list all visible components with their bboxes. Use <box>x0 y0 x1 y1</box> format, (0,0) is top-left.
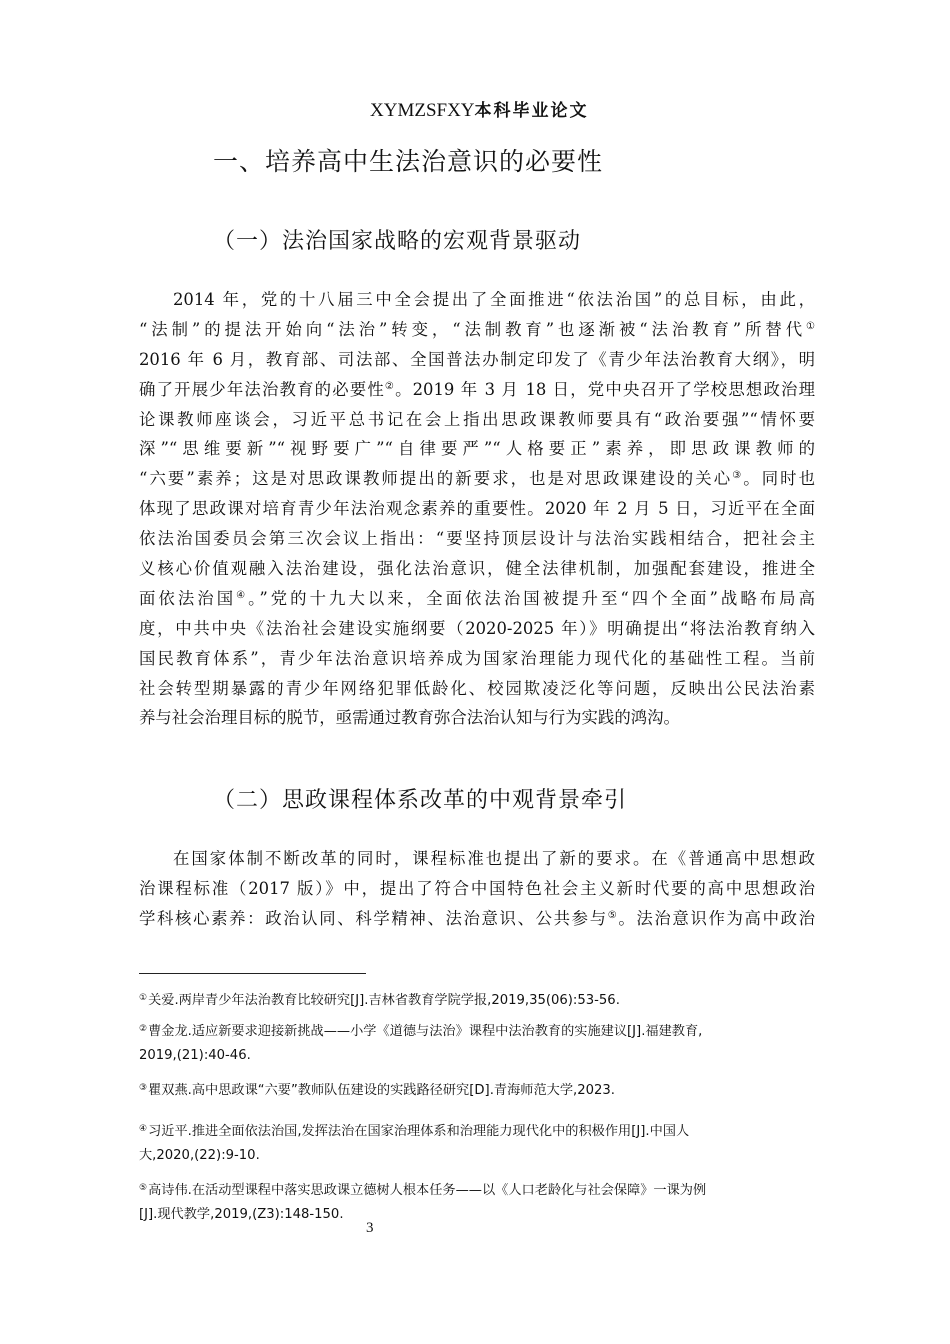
paragraph-line: 2014 年，党的十八届三中全会提出了全面推进“依法治国”的总目标，由此， <box>173 290 815 309</box>
footnote-mark: ⑤ <box>139 1183 148 1193</box>
footnote-ref-2[interactable]: ② <box>384 380 396 392</box>
paragraph-line: 确了开展少年法治教育的必要性②。2019 年 3 月 18 日，党中央召开了学校思想政治理 <box>139 379 815 399</box>
footnote-mark: ① <box>139 993 148 1003</box>
header-latin: XYMZSFXY <box>370 100 475 121</box>
footnote-2: ②曹金龙.适应新要求迎接新挑战——小学《道德与法治》课程中法治教育的实施建议[J].福建教育, 2019,(21):40-46. <box>139 1024 703 1063</box>
paragraph-line: “法制”的提法开始向“法治”转变，“法制教育”也逐渐被“法治教育”所替代① <box>139 319 815 339</box>
paragraph-line: 论课教师座谈会，习近平总书记在会上指出思政课教师要具有“政治要强”“情怀要 <box>139 409 815 429</box>
section-title: 一、培养高中生法治意识的必要性 <box>213 147 604 176</box>
paragraph-line: 学科核心素养：政治认同、科学精神、法治意识、公共参与⑤。法治意识作为高中政治 <box>139 908 815 928</box>
subsection-title-1: （一）法治国家战略的宏观背景驱动 <box>213 229 582 254</box>
paragraph-line: 养与社会治理目标的脱节，亟需通过教育弥合法治认知与行为实践的鸿沟。 <box>139 708 680 728</box>
header-chinese: 本科毕业论文 <box>474 101 589 121</box>
footnote-ref-3[interactable]: ③ <box>732 470 744 482</box>
footnote-3: ③瞿双燕.高中思政课“六要”教师队伍建设的实践路径研究[D].青海师范大学,2023. <box>139 1083 615 1098</box>
paragraph-line: 体现了思政课对培育青少年法治观念素养的重要性。2020 年 2 月 5 日，习近平在全面 <box>139 499 815 519</box>
footnote-mark: ② <box>139 1024 148 1034</box>
footnote-1: ①关爱.两岸青少年法治教育比较研究[J].吉林省教育学院学报,2019,35(06):53-56. <box>139 993 620 1008</box>
paragraph-line: 面依法治国④。”党的十九大以来，全面依法治国被提升至“四个全面”战略布局高 <box>139 588 815 608</box>
paragraph-line: 深”“思维要新”“视野要广”“自律要严”“人格要正”素养，即思政课教师的 <box>139 439 815 459</box>
paragraph-1 <box>139 285 815 733</box>
footnote-ref-5[interactable]: ⑤ <box>607 909 619 921</box>
footnote-mark: ④ <box>139 1124 148 1134</box>
footnote-5: ⑤高诗伟.在活动型课程中落实思政课立德树人根本任务——以《人口老龄化与社会保障》一课为例 [J].现代教学,2019,(Z3):148-150. <box>139 1183 707 1222</box>
subsection-title-2: （二）思政课程体系改革的中观背景牵引 <box>213 788 628 813</box>
footnote-4: ④习近平.推进全面依法治国,发挥法治在国家治理体系和治理能力现代化中的积极作用[J].中国人 大,2020,(22):9-10. <box>139 1124 690 1163</box>
footnote-mark: ③ <box>139 1083 148 1093</box>
paragraph-line: 度，中共中央《法治社会建设实施纲要（2020-2025 年）》明确提出“将法治教育纳入 <box>139 618 815 638</box>
paragraph-line: 义核心价值观融入法治建设，强化法治意识，健全法律机制，加强配套建设，推进全 <box>139 559 815 579</box>
footnote-separator <box>139 973 366 974</box>
paragraph-2 <box>139 844 815 934</box>
paragraph-line: “六要”素养；这是对思政课教师提出的新要求，也是对思政课建设的关心③。同时也 <box>139 469 815 489</box>
footnote-ref-4[interactable]: ④ <box>236 589 249 601</box>
paragraph-line: 社会转型期暴露的青少年网络犯罪低龄化、校园欺凌泛化等问题，反映出公民法治素 <box>139 678 815 698</box>
running-header <box>370 96 589 122</box>
paragraph-line: 在国家体制不断改革的同时，课程标准也提出了新的要求。在《普通高中思想政 <box>173 849 815 868</box>
footnote-ref-1[interactable]: ① <box>806 320 815 332</box>
paragraph-line: 治课程标准（2017 版）》中，提出了符合中国特色社会主义新时代要的高中思想政治 <box>139 878 815 898</box>
paragraph-line: 依法治国委员会第三次会议上指出：“要坚持顶层设计与法治实践相结合，把社会主 <box>139 529 815 549</box>
paragraph-line: 国民教育体系”，青少年法治意识培养成为国家治理能力现代化的基础性工程。当前 <box>139 648 815 668</box>
paragraph-line: 2016 年 6 月，教育部、司法部、全国普法办制定印发了《青少年法治教育大纲》，明 <box>139 349 815 369</box>
page-number: 3 <box>366 1220 374 1236</box>
